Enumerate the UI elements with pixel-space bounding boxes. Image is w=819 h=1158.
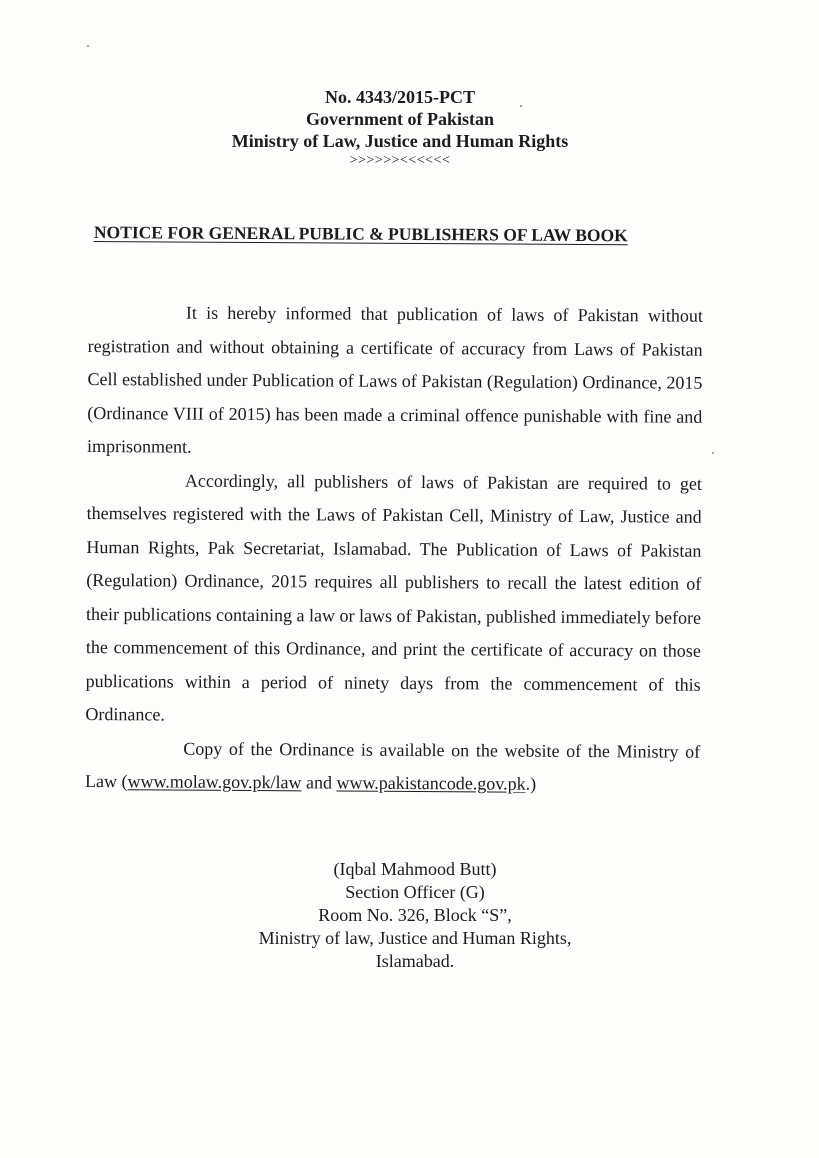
government-name: Government of Pakistan [306,109,494,129]
paragraph-ordinance-middle: and [301,772,337,793]
signatory-city: Islamabad. [375,951,455,971]
header-separator: >>>>>><<<<<< [349,153,451,168]
reference-number: No. 4343/2015-PCT [325,87,475,107]
signatory-room: Room No. 326, Block “S”, [318,905,512,925]
paragraph-ordinance-copy [85,731,700,802]
paragraph-publishers: Accordingly, all publishers of laws of Pakistan are required to get themselves registered with the Laws of Pakistan Cell, Ministry of Law, Justice and Human Rights, Pak Secretariat, Islamabad. The Publication of Laws of Pakistan (Regulation) Ordinance, 2015 requires all publishers to recall the latest edition of their publications containing a law or laws of Pakistan, published immediately before the commencement of this Ordinance, and print the certificate of accuracy on those publications within a period of ninety days from the commencement of this Ordinance. [85,470,702,725]
signature-block [215,858,615,973]
signatory-designation: Section Officer (G) [345,882,485,902]
paragraph-ordinance-suffix: .) [525,773,537,794]
signatory-ministry: Ministry of law, Justice and Human Rights, [258,928,572,948]
ministry-name: Ministry of Law, Justice and Human Rights [231,131,569,151]
notice-title: NOTICE FOR GENERAL PUBLIC & PUBLISHERS OF LAW BOOK [93,222,628,246]
pakistancode-link[interactable]: www.pakistancode.gov.pk [336,772,526,794]
paragraph-ordinance-prefix: Copy of the Ordinance is available on the website of the Ministry of Law ( [84,738,701,792]
notice-body [85,296,703,802]
molaw-link[interactable]: www.molaw.gov.pk/law [127,771,302,793]
scan-speck [87,45,89,47]
document-header [0,86,800,170]
scan-speck [712,452,714,454]
signatory-name: (Iqbal Mahmood Butt) [333,859,497,879]
paragraph-registration: It is hereby informed that publication of laws of Pakistan without registration and without obtaining a certificate of accuracy from Laws of Pakistan Cell established under Publication of Laws of Pakistan (Regulation) Ordinance, 2015 (Ordinance VIII of 2015) has been made a criminal offence punishable with fine and imprisonment. [87,302,703,457]
